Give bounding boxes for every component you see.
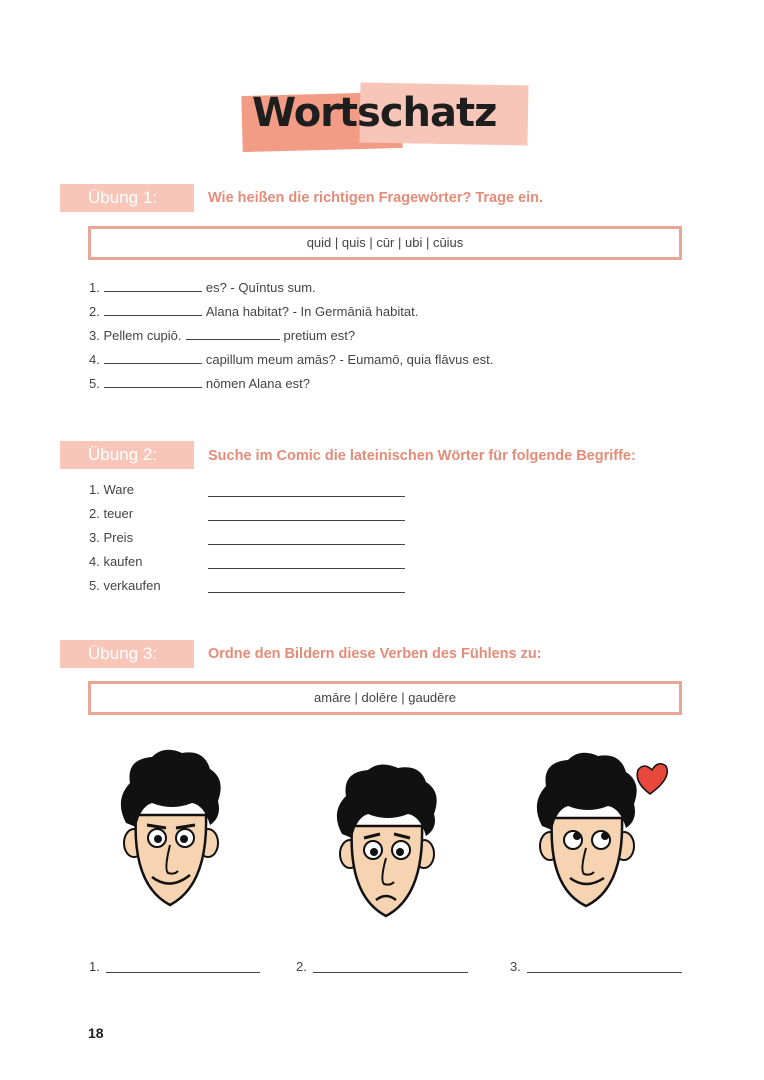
answer-line[interactable] xyxy=(208,591,405,593)
page-title-banner xyxy=(242,84,528,150)
answer-line[interactable] xyxy=(208,495,405,497)
answer-number: 1. xyxy=(89,959,100,974)
love-face-illustration xyxy=(528,748,673,913)
exercise-1-item: 1. es? - Quīntus sum. xyxy=(89,280,316,295)
exercise-1-item: 2. Alana habitat? - In Germāniā habitat. xyxy=(89,304,419,319)
exercise-2-term: 2. teuer xyxy=(89,506,134,521)
answer-line[interactable] xyxy=(106,971,260,973)
exercise-2-label: Übung 2: xyxy=(60,441,194,469)
answer-blank[interactable] xyxy=(104,375,202,388)
answer-blank[interactable] xyxy=(104,279,202,292)
exercise-1-item: 5. nōmen Alana est? xyxy=(89,376,310,391)
answer-line[interactable] xyxy=(208,567,405,569)
sad-face-illustration xyxy=(328,762,443,922)
exercise-2-instruction: Suche im Comic die lateinischen Wörter für folgende Begriffe: xyxy=(208,448,636,464)
exercise-1-word-box: quid | quis | cūr | ubi | cūius xyxy=(88,226,682,260)
answer-blank[interactable] xyxy=(104,303,202,316)
exercise-3-word-box: amāre | dolēre | gaudēre xyxy=(88,681,682,715)
exercise-2-term: 4. kaufen xyxy=(89,554,143,569)
answer-blank[interactable] xyxy=(104,351,202,364)
exercise-2-term: 5. verkaufen xyxy=(89,578,161,593)
answer-line[interactable] xyxy=(208,543,405,545)
exercise-1-instruction: Wie heißen die richtigen Fragewörter? Trage ein. xyxy=(208,190,544,206)
exercise-3-label: Übung 3: xyxy=(60,640,194,668)
answer-number: 3. xyxy=(510,959,521,974)
answer-line[interactable] xyxy=(313,971,468,973)
answer-line[interactable] xyxy=(527,971,682,973)
page-number: 18 xyxy=(88,1025,104,1041)
answer-line[interactable] xyxy=(208,519,405,521)
exercise-1-item: 3. Pellem cupiō. pretium est? xyxy=(89,328,356,343)
exercise-1-label: Übung 1: xyxy=(60,184,194,212)
exercise-3-instruction: Ordne den Bildern diese Verben des Fühlens zu: xyxy=(208,646,542,662)
answer-blank[interactable] xyxy=(186,327,280,340)
page-title: Wortschatz xyxy=(252,90,497,136)
exercise-2-term: 1. Ware xyxy=(89,482,135,497)
happy-face-illustration xyxy=(112,745,227,913)
exercise-2-term: 3. Preis xyxy=(89,530,134,545)
exercise-1-item: 4. capillum meum amās? - Eumamō, quia flāvus est. xyxy=(89,352,494,367)
heart-icon xyxy=(637,764,667,794)
answer-number: 2. xyxy=(296,959,307,974)
